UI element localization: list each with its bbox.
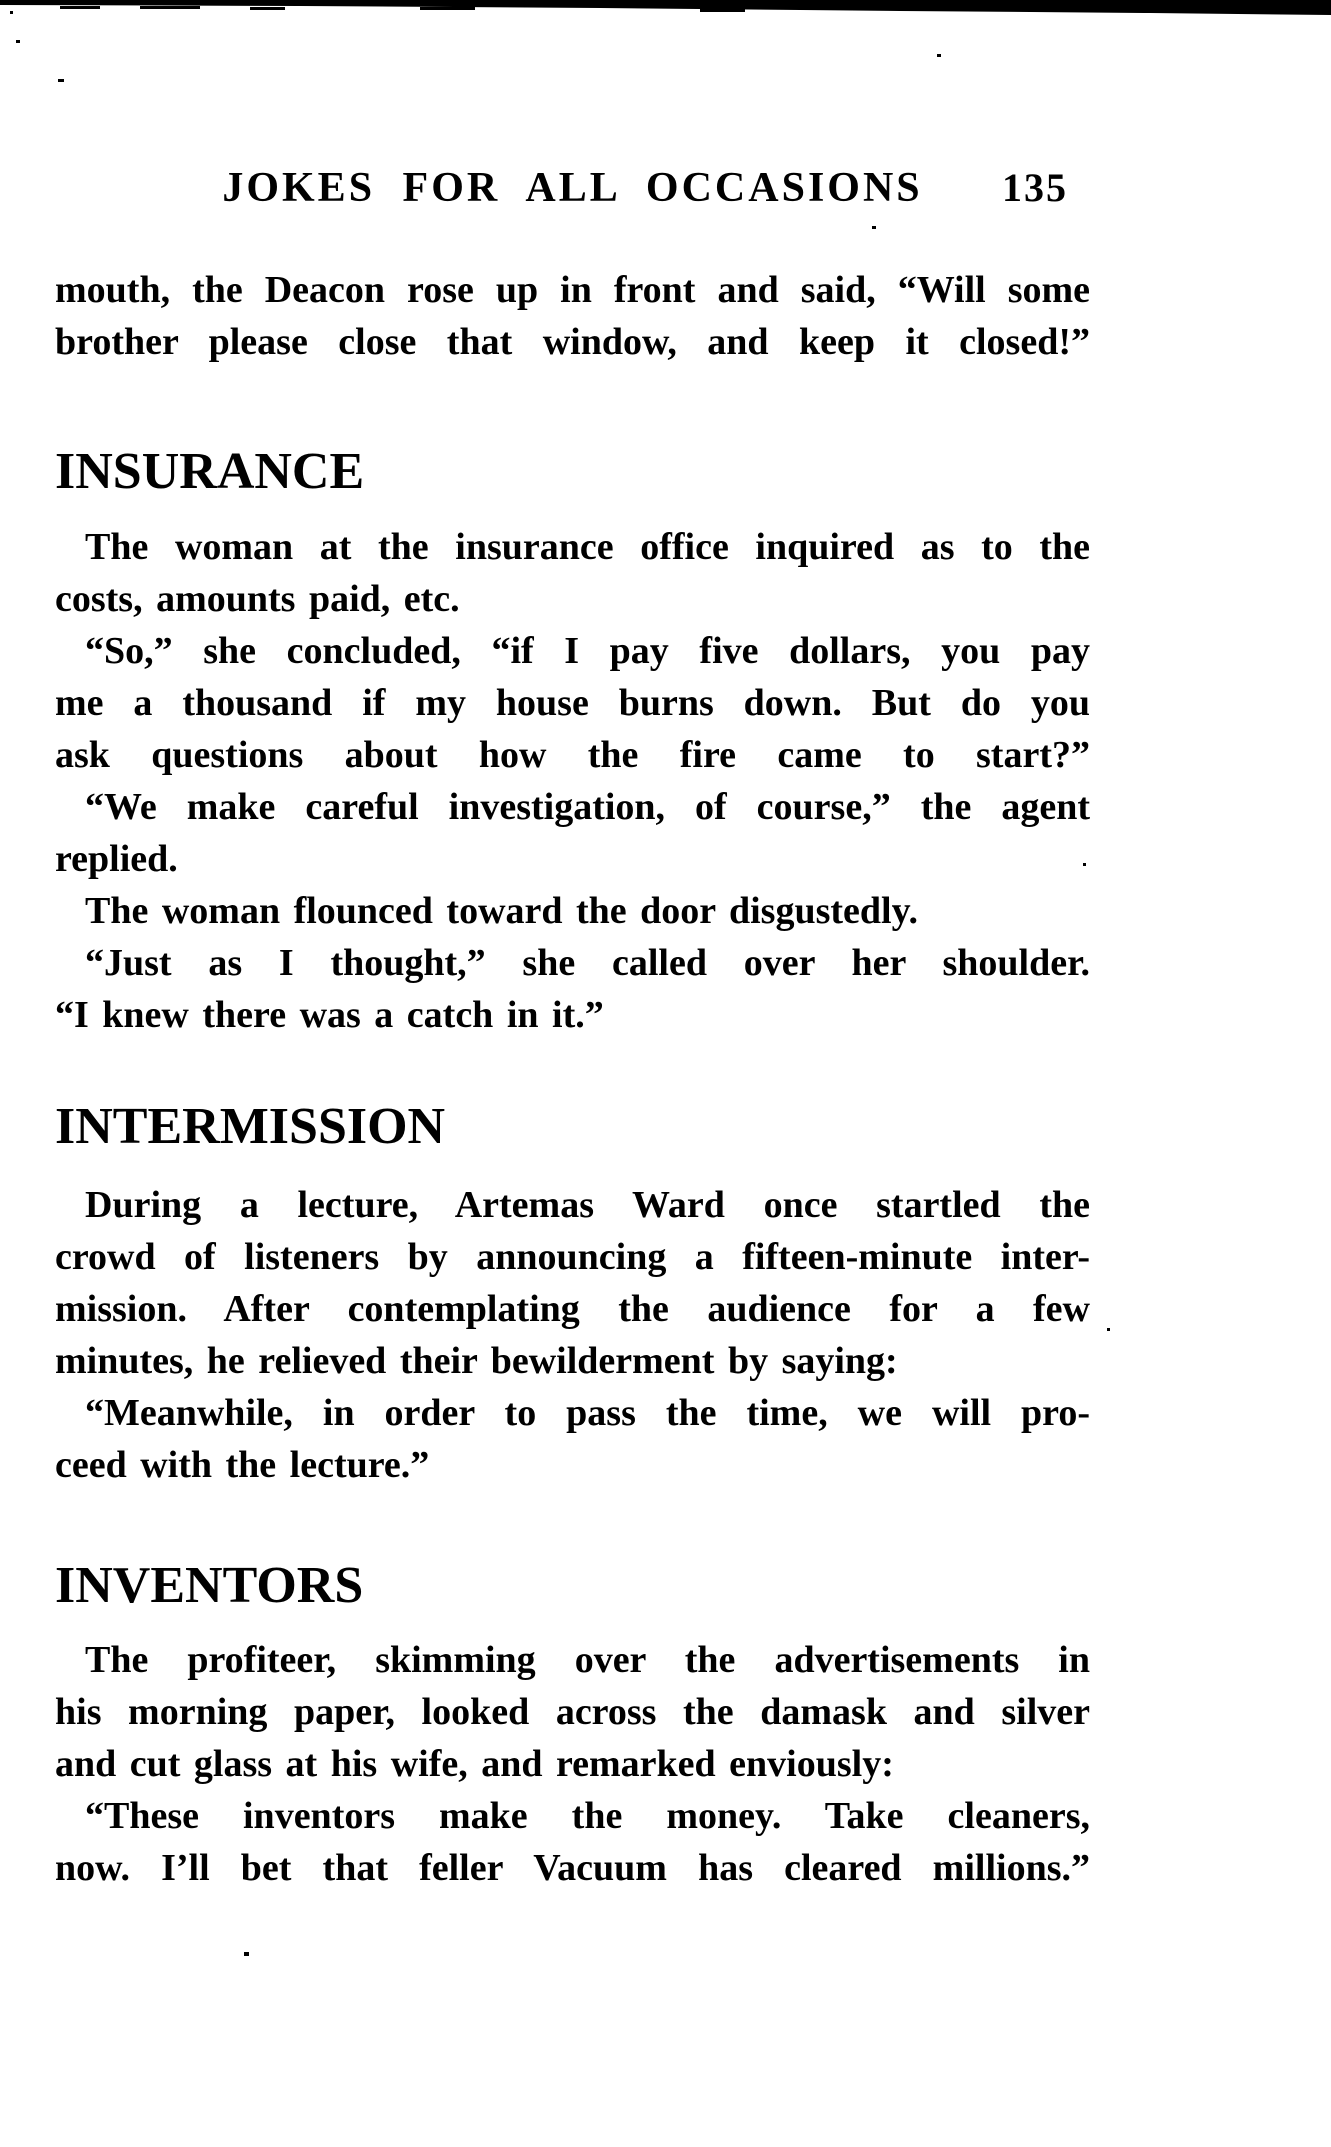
section-heading-insurance: INSURANCE [55,443,365,500]
paragraph [55,1634,1090,1790]
text-line: “I knew there was a catch in it.” [55,994,604,1036]
paragraph [55,1179,1090,1387]
scan-speck [937,54,941,57]
paragraph [55,1790,1090,1894]
scan-speck [1107,1328,1110,1331]
paragraph [55,937,1090,1041]
scan-speck [872,226,876,229]
scan-speck [16,40,20,43]
text-line: me a thousand if my house burns down. But do you [55,682,1090,724]
scan-artifact-top-bar [0,0,1331,22]
text-line: mouth, the Deacon rose up in front and said, “Will some [55,269,1090,311]
section-heading-intermission: INTERMISSION [55,1098,446,1155]
text-line: mission. After contemplating the audience for a few [55,1288,1090,1330]
text-line: brother please close that window, and keep it closed!” [55,321,1090,363]
text-line: The profiteer, skimming over the advertisements in [85,1639,1090,1681]
text-line: minutes, he relieved their bewilderment by saying: [55,1340,898,1382]
scan-speck [10,11,13,14]
text-line: The woman at the insurance office inquired as to the [85,526,1090,568]
running-title: JOKES FOR ALL OCCASIONS [222,165,923,211]
text-line: and cut glass at his wife, and remarked enviously: [55,1743,894,1785]
scan-speck [244,1952,249,1956]
text-line: “These inventors make the money. Take cleaners, [85,1795,1090,1837]
paragraph [55,1387,1090,1491]
text-line: costs, amounts paid, etc. [55,578,460,620]
page-header [55,165,1090,211]
text-line: “Meanwhile, in order to pass the time, we will pro- [85,1392,1090,1434]
text-line: “Just as I thought,” she called over her shoulder. [85,942,1090,984]
text-line: “So,” she concluded, “if I pay five dollars, you pay [85,630,1090,672]
paragraph [55,521,1090,625]
text-line: replied. [55,838,178,880]
text-line: ceed with the lecture.” [55,1444,430,1486]
paragraph [55,625,1090,781]
text-line: The woman flounced toward the door disgustedly. [85,890,919,932]
text-line: “We make careful investigation, of course,” the agent [85,786,1090,828]
page-number: 135 [1002,165,1068,210]
text-line: During a lecture, Artemas Ward once startled the [85,1184,1090,1226]
text-line: ask questions about how the fire came to start?” [55,734,1090,776]
text-line: his morning paper, looked across the damask and silver [55,1691,1090,1733]
paragraph [55,885,1090,937]
paragraph [55,781,1090,885]
text-line: crowd of listeners by announcing a fifteen-minute inter- [55,1236,1090,1278]
text-line: now. I’ll bet that feller Vacuum has cleared millions.” [55,1847,1090,1889]
paragraph-continuation [55,264,1090,368]
scan-speck [1083,863,1086,866]
scan-speck [58,79,64,82]
section-heading-inventors: INVENTORS [55,1557,364,1614]
